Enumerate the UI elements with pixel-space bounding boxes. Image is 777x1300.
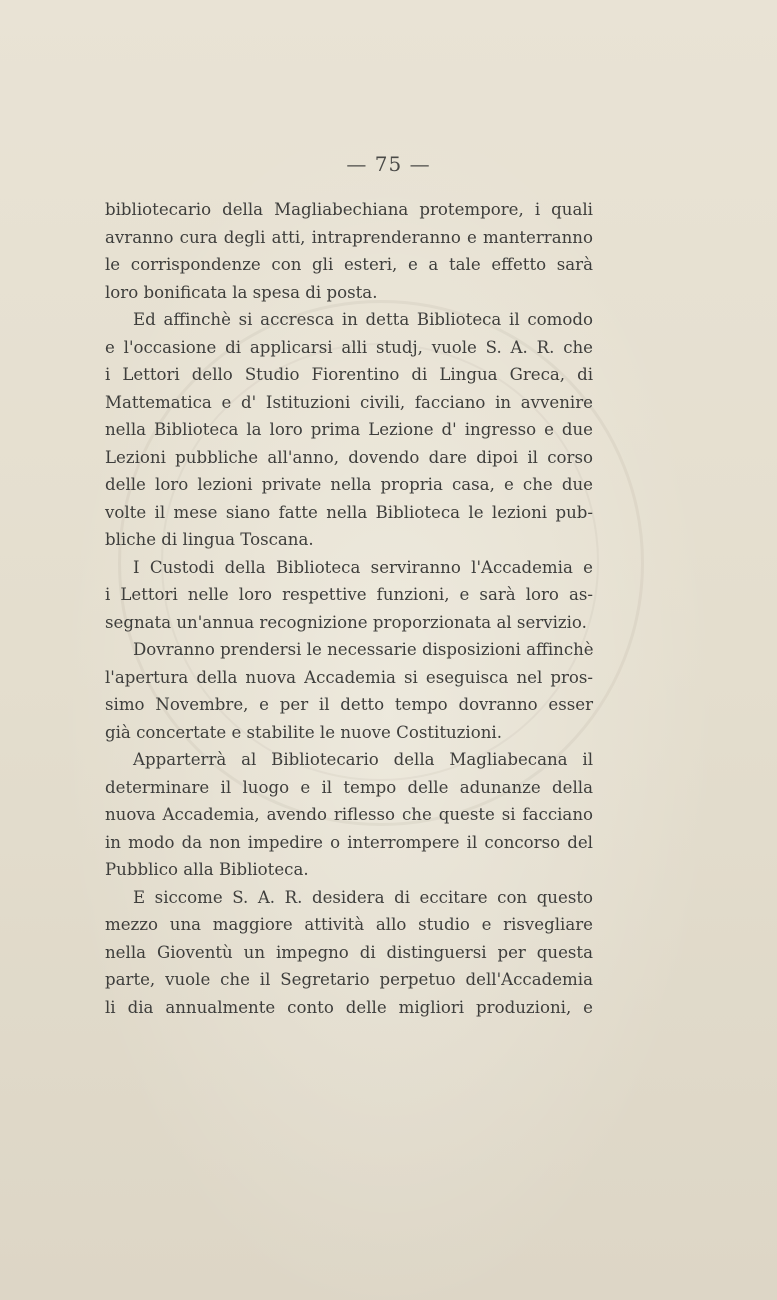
text-line: parte, vuole che il Segretario perpetuo dell'Accademia (105, 970, 593, 989)
text-line: mezzo una maggiore attività allo studio e risvegliare (105, 915, 593, 934)
text-line: in modo da non impedire o interrompere il concorso del (105, 832, 593, 852)
text-line: nuova Accademia, avendo riflesso che queste si facciano (105, 805, 593, 824)
text-line: bliche di lingua Toscana. (105, 530, 314, 549)
text-line: l'apertura della nuova Accademia si eseguisca nel pros- (105, 667, 593, 687)
text-line: determinare il luogo e il tempo delle adunanze della (105, 777, 593, 797)
text-line: Lezioni pubbliche all'anno, dovendo dare dipoi il corso (105, 447, 593, 467)
text-line: I Custodi della Biblioteca serviranno l'Accademia e (133, 557, 593, 577)
text-line: i Lettori dello Studio Fiorentino di Lingua Greca, di (105, 365, 593, 384)
body-text (105, 196, 593, 1021)
text-line: nella Gioventù un impegno di distinguersi per questa (105, 942, 593, 962)
text-line: Dovranno prendersi le necessarie disposizioni affinchè (133, 640, 594, 659)
text-line: Ed affinchè si accresca in detta Biblioteca il comodo (133, 310, 593, 329)
page-number: — 75 — (346, 152, 431, 176)
text-line: già concertate e stabilite le nuove Costituzioni. (105, 722, 502, 742)
text-line: avranno cura degli atti, intraprenderanno e manterranno (105, 227, 593, 247)
text-line: segnata un'annua recognizione proporzionata al servizio. (105, 612, 587, 632)
text-line: e l'occasione di applicarsi alli studj, vuole S. A. R. che (105, 337, 593, 357)
text-line: Mattematica e d' Istituzioni civili, facciano in avvenire (105, 392, 593, 412)
text-line: loro bonificata la spesa di posta. (105, 282, 378, 302)
text-line: bibliotecario della Magliabechiana protempore, i quali (105, 200, 593, 219)
text-line: delle loro lezioni private nella propria casa, e che due (105, 475, 593, 494)
text-line: nella Biblioteca la loro prima Lezione d' ingresso e due (105, 420, 593, 439)
text-line: i Lettori nelle loro respettive funzioni, e sarà loro as- (105, 585, 593, 604)
text-line: volte il mese siano fatte nella Biblioteca le lezioni pub- (105, 502, 593, 522)
text-line: E siccome S. A. R. desidera di eccitare con questo (133, 887, 593, 907)
text-line: li dia annualmente conto delle migliori produzioni, e (105, 997, 593, 1017)
text-line: le corrispondenze con gli esteri, e a tale effetto sarà (105, 255, 593, 274)
text-line: Pubblico alla Biblioteca. (105, 860, 309, 879)
text-line: Apparterrà al Bibliotecario della Magliabecana il (133, 750, 593, 769)
text-line: simo Novembre, e per il detto tempo dovranno esser (105, 695, 593, 714)
